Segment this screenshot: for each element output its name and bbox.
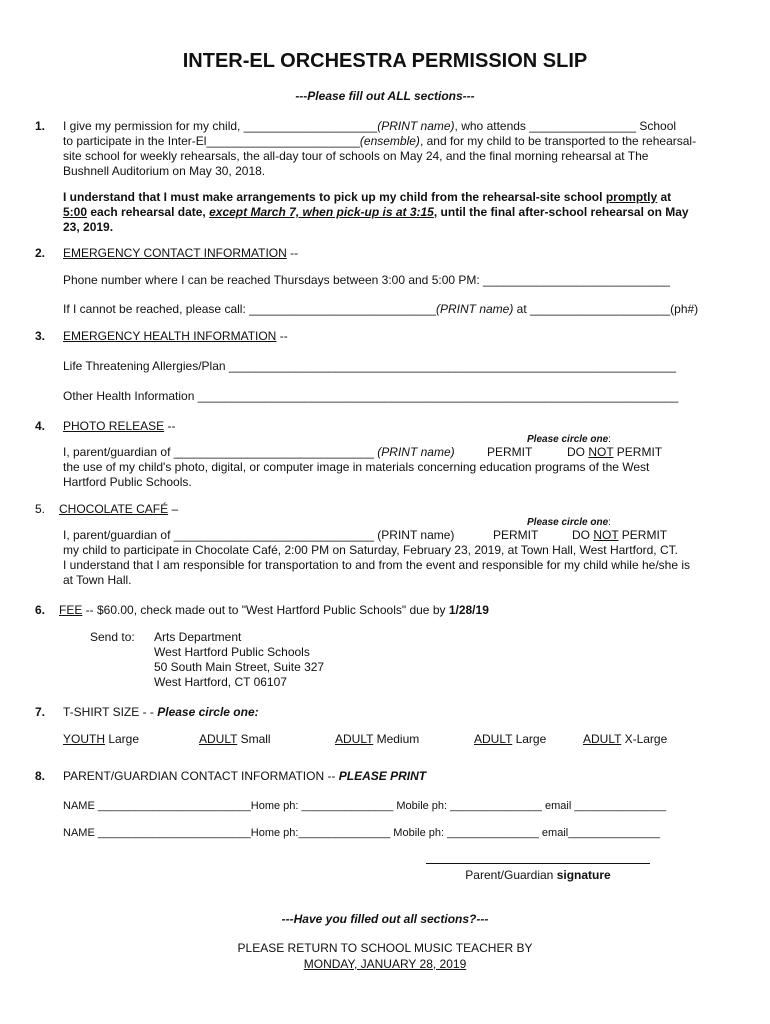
send-to-label: Send to: <box>90 630 135 644</box>
section-1-number: 1. <box>35 119 46 133</box>
size-adult-small[interactable]: ADULT Small <box>199 732 271 746</box>
size-adult-medium[interactable]: ADULT Medium <box>335 732 420 746</box>
size-adult-xlarge[interactable]: ADULT X-Large <box>583 732 668 746</box>
section-2-heading: EMERGENCY CONTACT INFORMATION -- <box>63 246 299 260</box>
section-1-line-4: Bushnell Auditorium on May 30, 2018. <box>63 164 266 178</box>
cafe-line-3: I understand that I am responsible for transportation to and from the event and responsible for my child while he/she is <box>63 558 691 572</box>
cafe-permit-option[interactable]: PERMIT <box>493 528 539 542</box>
section-3-heading: EMERGENCY HEALTH INFORMATION -- <box>63 329 288 343</box>
section-5-heading: CHOCOLATE CAFÉ – <box>59 502 179 516</box>
footer-return: PLEASE RETURN TO SCHOOL MUSIC TEACHER BY <box>237 941 533 955</box>
photo-release-line-3: Hartford Public Schools. <box>63 475 192 489</box>
size-adult-large[interactable]: ADULT Large <box>474 732 547 746</box>
section-5-number: 5. <box>35 502 46 516</box>
section-2-number: 2. <box>35 246 46 260</box>
pickup-notice-line-2: 5:00 each rehearsal date, except March 7, when pick-up is at 3:15, until the final after-school rehearsal on May <box>63 205 689 219</box>
allergies-field[interactable]: Life Threatening Allergies/Plan ___________________________________________________________________ <box>63 359 677 373</box>
section-1-line-2: to participate in the Inter-El_______________________(ensemble), and for my child to be transported to the rehearsal- <box>63 134 697 148</box>
address-line-3: 50 South Main Street, Suite 327 <box>154 660 325 674</box>
alternate-contact-field[interactable]: If I cannot be reached, please call: ____________________________(PRINT name) at _____________________(ph#) <box>63 302 699 316</box>
phone-field[interactable]: Phone number where I can be reached Thursdays between 3:00 and 5:00 PM: ____________________________ <box>63 273 670 287</box>
section-6-number: 6. <box>35 603 46 617</box>
section-1-line-1: I give my permission for my child, ____________________(PRINT name), who attends ________________ School <box>63 119 677 133</box>
cafe-do-not-permit-option[interactable]: DO NOT PERMIT <box>572 528 668 542</box>
pickup-notice-line-1: I understand that I must make arrangements to pick up my child from the rehearsal-site school promptly at <box>63 190 672 204</box>
footer-date: MONDAY, JANUARY 28, 2019 <box>303 957 467 971</box>
pickup-notice-line-3: 23, 2019. <box>63 220 114 234</box>
footer-check: ---Have you filled out all sections?--- <box>281 912 489 926</box>
photo-circle-instruction: Please circle one: <box>527 434 611 445</box>
cafe-circle-instruction: Please circle one: <box>527 517 611 528</box>
contact-row-1[interactable]: NAME _________________________Home ph: _______________ Mobile ph: _______________ email _______________ <box>63 800 667 812</box>
cafe-guardian-field[interactable]: I, parent/guardian of ______________________________ (PRINT name) <box>63 528 455 542</box>
section-4-heading: PHOTO RELEASE -- <box>63 419 176 433</box>
section-1-line-3: site school for weekly rehearsals, the all-day tour of schools on May 24, and the final morning rehearsal at The <box>63 149 649 163</box>
section-7-number: 7. <box>35 705 46 719</box>
cafe-line-4: at Town Hall. <box>63 573 132 587</box>
photo-release-line-2: the use of my child's photo, digital, or computer image in materials concerning education programs of the West <box>63 460 650 474</box>
contact-row-2[interactable]: NAME _________________________Home ph:_______________ Mobile ph: _______________ email_______________ <box>63 827 660 839</box>
cafe-line-2: my child to participate in Chocolate Café, 2:00 PM on Saturday, February 23, 2019, at Town Hall, West Hartford, CT. <box>63 543 678 557</box>
address-line-4: West Hartford, CT 06107 <box>154 675 287 689</box>
signature-label: Parent/Guardian signature <box>465 868 611 882</box>
section-8-number: 8. <box>35 769 46 783</box>
signature-line[interactable] <box>426 863 650 864</box>
section-3-number: 3. <box>35 329 46 343</box>
photo-guardian-field[interactable]: I, parent/guardian of ______________________________ (PRINT name) <box>63 445 455 459</box>
tshirt-heading: T-SHIRT SIZE - - Please circle one: <box>63 705 259 719</box>
other-health-field[interactable]: Other Health Information ________________________________________________________________________ <box>63 389 679 403</box>
contact-heading: PARENT/GUARDIAN CONTACT INFORMATION -- PLEASE PRINT <box>63 769 427 783</box>
fee-line: FEE -- $60.00, check made out to "West Hartford Public Schools" due by 1/28/19 <box>59 603 489 617</box>
address-line-1: Arts Department <box>154 630 242 644</box>
address-line-2: West Hartford Public Schools <box>154 645 310 659</box>
photo-do-not-permit-option[interactable]: DO NOT PERMIT <box>567 445 663 459</box>
page-title: INTER-EL ORCHESTRA PERMISSION SLIP <box>182 50 588 72</box>
section-4-number: 4. <box>35 419 46 433</box>
photo-permit-option[interactable]: PERMIT <box>487 445 533 459</box>
page-subtitle: ---Please fill out ALL sections--- <box>295 89 475 103</box>
size-youth-large[interactable]: YOUTH Large <box>63 732 140 746</box>
